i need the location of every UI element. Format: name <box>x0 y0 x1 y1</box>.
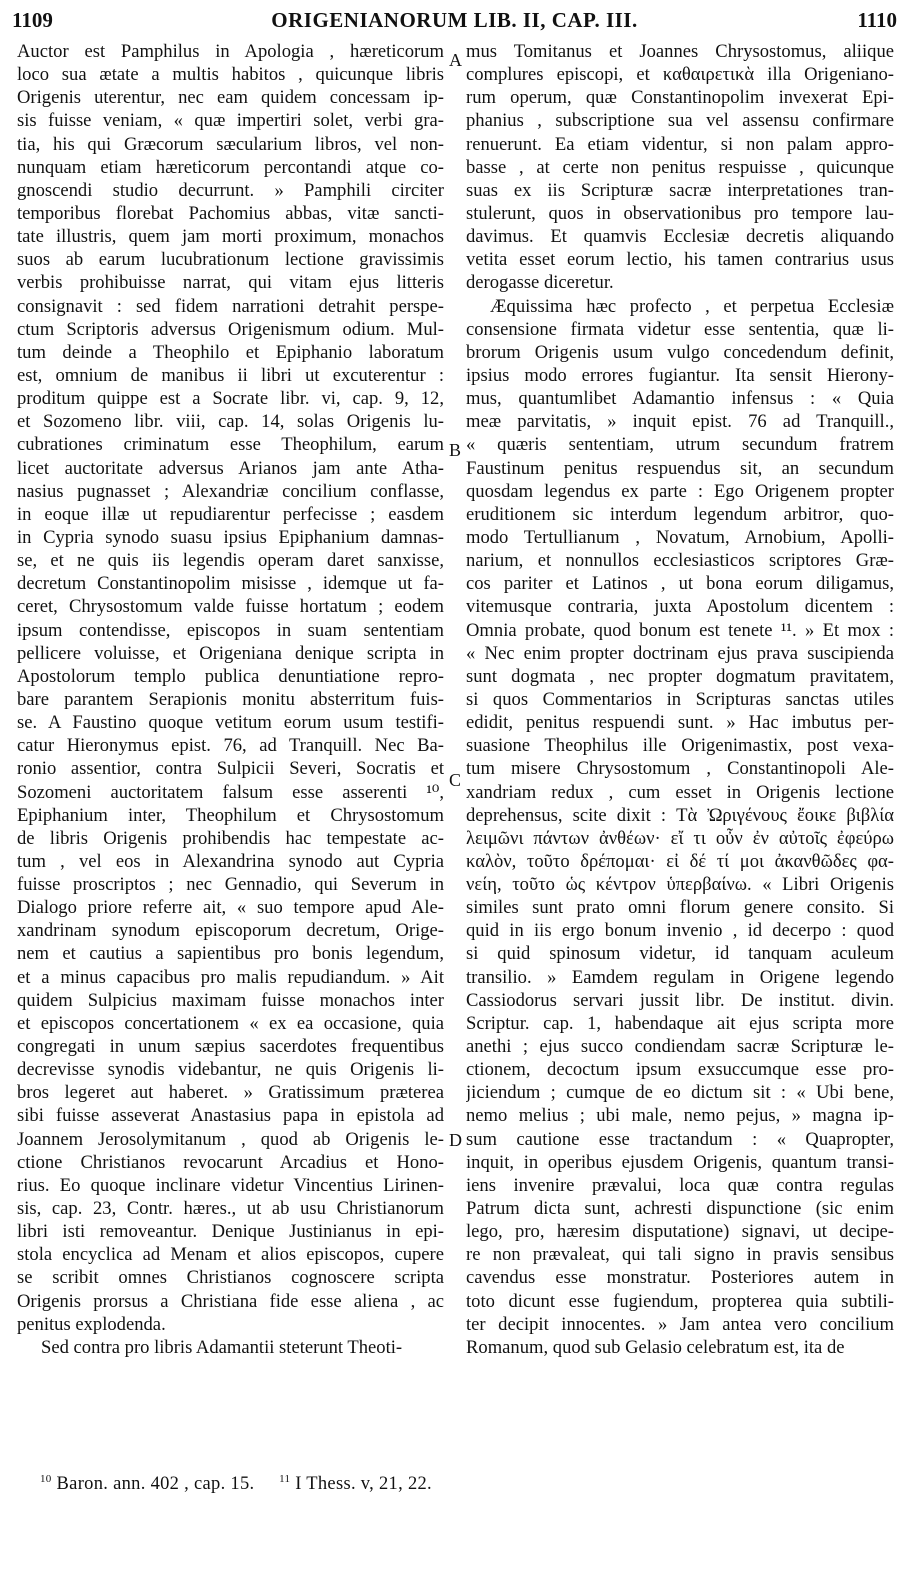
text-line: Æquissima hæc profecto , et perpetua Ecclesiæ <box>490 295 894 317</box>
text-line: iens invenire prævalui, loca quæ contra regulas <box>466 1174 894 1196</box>
text-line: bare parantem Serapionis monitu absterritum fuis- <box>17 688 444 710</box>
text-line: sum cautione esse tractandum : « Quapropter, <box>466 1128 894 1150</box>
text-line: ipsius modo errores fugiantur. Ita sensit Hierony- <box>466 364 894 386</box>
text-line: quidem Sulpicius maximam fuisse monachos inter <box>17 989 444 1011</box>
margin-marker-b: B <box>449 440 462 460</box>
text-line: suasione Theophilus ille Origenimastix, post vexa- <box>466 735 894 757</box>
page-number-left: 1109 <box>12 8 53 32</box>
text-line: tum deinde a Theophilo et Epiphanio laboratum <box>17 341 444 363</box>
text-line: ter decipit innocentes. » Jam antea vero concilium <box>466 1313 894 1335</box>
text-line: in Cypria synodo suasu ipsius Epiphanium damnas- <box>17 526 444 548</box>
text-line: ceret, Chrysostomum valde fuisse hortatum ; eodem <box>17 596 444 618</box>
text-line: penitus explodenda. <box>17 1313 166 1335</box>
text-line: edidit, penitus respuendi sunt. » Hac imbutus per- <box>466 712 894 734</box>
text-line: mus, quantumlibet Adamantio infensus : « Quia <box>466 388 894 410</box>
text-line: Sozomeni auctoritatem falsum esse asserenti ¹⁰, <box>17 781 444 803</box>
text-line: Cassiodorus servari jussit libr. De institut. divin. <box>466 989 894 1011</box>
text-line: suas ex iis Scripturæ sacræ interpretationes tran- <box>466 179 894 201</box>
text-line: stulerunt, quos in observationibus pro tempore lau- <box>466 202 894 224</box>
text-line: suos ab earum lucubrationum lectione gravissimis <box>17 249 444 271</box>
text-line: verbis prohibuisse narrat, qui vitam ejus litteris <box>17 272 444 294</box>
text-line: Apostolorum templo publica denuntiatione repro- <box>17 665 444 687</box>
text-line: consensione firmata videtur esse sententia, quæ li- <box>466 318 894 340</box>
text-line: congregati in unum sæpius sacerdotes frequentibus <box>17 1036 444 1058</box>
text-line: brorum Origenis usum vulgo concedendum definit, <box>466 341 894 363</box>
text-line: gnoscendi studio decurrunt. » Pamphili circiter <box>17 179 444 201</box>
text-line: Origenis prorsus a Christiana fide esse aliena , ac <box>17 1290 444 1312</box>
text-line: libri isti removeantur. Denique Justinianus in epi- <box>17 1221 444 1243</box>
text-line: Faustinum penitus respuendus sit, an secundum <box>466 457 894 479</box>
text-line: νείη, τοῦτο ὡς κέντρον ὑπερβαίνω. « Libri Origenis <box>466 874 894 896</box>
text-line: basse , at certe non penitus respuisse , quicunque <box>466 156 894 178</box>
text-line: nemo melius ; ubi male, nemo pejus, » magna ip- <box>466 1105 894 1127</box>
text-line: se, et ne quis iis legendis operam daret sanxisse, <box>17 550 444 572</box>
text-line: in eoque illæ ut repudiarentur perfecisse ; easdem <box>17 503 444 525</box>
text-line: se. A Faustino quoque vetitum eorum usum testifi- <box>17 712 444 734</box>
text-line: tate illustris, quem jam morti proximum, monachos <box>17 226 444 248</box>
text-line: « quæris sententiam, utrum secundum fratrem <box>466 434 894 456</box>
text-line: toto dicunt esse fugiendum, propterea quia subtili- <box>466 1290 894 1312</box>
text-line: se scribit omnes Christianos cognoscere scripta <box>17 1267 444 1289</box>
text-line: de libris Origenis prohibendis hac tempestate ac- <box>17 827 444 849</box>
margin-marker-a: A <box>449 50 462 70</box>
text-line: renuerunt. Ea etiam videntur, si non palam appro- <box>466 133 894 155</box>
page-number-right: 1110 <box>857 8 897 32</box>
text-line: si quos Commentarios in Scripturas sanctas utiles <box>466 688 894 710</box>
text-line: re non prævaleat, qui tali signo in pravis sensibus <box>466 1244 894 1266</box>
text-line: et a minus capacibus pro malis repudiandum. » Ait <box>17 966 444 988</box>
text-line: Romanum, quod sub Gelasio celebratum est, ita de <box>466 1336 845 1358</box>
text-line: decretum Constantinopolim misisse , idemque ut fa- <box>17 573 444 595</box>
text-line: vitemusque contraria, juxta Apostolum dicentem : <box>466 596 894 618</box>
text-line: catur Hieronymus epist. 76, ad Tranquill. Nec Ba- <box>17 735 444 757</box>
footnotes <box>40 1473 432 1495</box>
footnote-10-text: Baron. ann. 402 , cap. 15. <box>56 1474 255 1494</box>
text-line: ronio assentior, contra Sulpicii Severi, Socratis et <box>17 758 444 780</box>
text-line: rum operum, quæ Constantinopolim invexerat Epi- <box>466 87 894 109</box>
text-line: si quid spinosum videtur, id tanquam aculeum <box>466 943 894 965</box>
footnote-11-mark: 11 <box>279 1473 291 1485</box>
text-line: nasius pugnasset ; Alexandriæ concilium conflasse, <box>17 480 444 502</box>
text-line: jiciendum ; cumque de eo dictum sit : « Ubi bene, <box>466 1082 894 1104</box>
text-line: transilio. » Eamdem regulam in Origene legendo <box>466 966 894 988</box>
text-line: Epiphanium inter, Theophilum et Chrysostomum <box>17 804 444 826</box>
margin-marker-d: D <box>449 1130 462 1150</box>
text-line: sis, cap. 23, Contr. hæres., ut ab usu Christianorum <box>17 1198 444 1220</box>
text-line: est, omnium de manibus ii libri ut excuterentur : <box>17 364 444 386</box>
text-line: meæ parvitatis, » inquit epist. 76 ad Tranquill., <box>466 411 894 433</box>
text-line: eruditionem sic interdum legendum arbitror, quo- <box>466 503 894 525</box>
text-line: Origenis uterentur, nec eam quidem concessam ip- <box>17 87 444 109</box>
text-line: licet auctoritate adversus Arianos jam ante Atha- <box>17 457 444 479</box>
text-line: « Nec enim propter doctrinam ejus prava suscipienda <box>466 642 894 664</box>
running-title: ORIGENIANORUM LIB. II, CAP. III. <box>271 8 638 32</box>
text-line: rius. Eo quoque inclinare videtur Vincentius Lirinen- <box>17 1174 444 1196</box>
text-line: phanius , subscriptione sua vel assensu confirmare <box>466 110 894 132</box>
text-line: decrevisse synodis videbantur, ne quis Origenis li- <box>17 1059 444 1081</box>
text-line: davimus. Et quamvis Ecclesiæ decretis aliquando <box>466 226 894 248</box>
text-line: Omnia probate, quod bonum est tenete ¹¹. » Et mox : <box>466 619 894 641</box>
text-line: quosdam legendus ex parte : Ego Origenem propter <box>466 480 894 502</box>
text-line: fuisse proscriptos ; nec Gennadio, qui Severum in <box>17 874 444 896</box>
footnote-10 <box>40 1474 259 1494</box>
text-line: ctionem, decoctum ipsum exsuccumque esse pro- <box>466 1059 894 1081</box>
left-column <box>17 40 444 1359</box>
text-line: cos pariter et Latinos , ut bona eorum diligamus, <box>466 573 894 595</box>
text-line: anethi ; ejus succo condiendam sacræ Scripturæ le- <box>466 1036 894 1058</box>
text-line: mus Tomitanus et Joannes Chrysostomus, aliique <box>466 41 894 62</box>
text-line: cavendus esse monstratur. Posteriores autem in <box>466 1267 894 1289</box>
footnote-11-text: I Thess. v, 21, 22. <box>295 1474 432 1494</box>
text-line: complures episcopi, et καθαιρετικὰ illa Origeniano- <box>466 64 894 86</box>
text-line: xandriam redux , cum esset in Origenis lectione <box>466 781 894 803</box>
text-line: tum , vel eos in Alexandrina synodo aut Cypria <box>17 850 444 872</box>
text-line: inquit, in operibus ejusdem Origenis, quantum transi- <box>466 1151 894 1173</box>
text-line: tum misere Chrysostomum , Constantinopoli Ale- <box>466 758 894 780</box>
text-line: temporibus florebat Pachomius abbas, vitæ sancti- <box>17 202 444 224</box>
text-line: narium, et nonnullos ecclesiasticos scriptores Græ- <box>466 550 894 572</box>
text-line: proditum quippe est a Socrate libr. vi, cap. 9, 12, <box>17 388 444 410</box>
text-line: λειμῶνι πάντων ἀνθέων· εἴ τι οὖν ἐν αὐτοῖς ἐφεύρω <box>466 827 894 849</box>
text-line: cubrationes criminatum esse Theophilum, earum <box>17 434 444 456</box>
text-line: bros legeret aut haberet. » Gratissimum præterea <box>17 1082 444 1104</box>
text-line: tia, his qui Græcorum sæcularium libros, vel non- <box>17 133 444 155</box>
text-line: modo Tertullianum , Novatum, Arnobium, Apolli- <box>466 526 894 548</box>
text-line: Dialogo priore referre ait, « suo tempore apud Ale- <box>17 897 444 919</box>
footnote-11 <box>279 1474 432 1494</box>
footnote-10-mark: 10 <box>40 1473 52 1485</box>
text-line: ctum Scriptoris adversus Origenismum odium. Mul- <box>17 318 444 340</box>
text-line: sibi fuisse asseverat Anastasius papa in epistola ad <box>17 1105 444 1127</box>
text-line: deprehensus, scite dixit : Τὰ Ὠριγένους ἔοικε βιβλία <box>466 804 894 826</box>
text-line: quid in iis ergo bonum invenio , id decerpo : quod <box>466 920 894 942</box>
text-line: ctione Christianos revocarunt Arcadius et Hono- <box>17 1151 444 1173</box>
running-header <box>12 8 897 38</box>
text-line: similes sunt prato omni florum genere consito. Si <box>466 897 894 919</box>
text-line: ipsum contendisse, episcopos in suam sententiam <box>17 619 444 641</box>
right-column <box>466 40 894 1359</box>
text-line: sis fuisse veniam, « quæ impertiri solet, verbi gra- <box>17 110 444 132</box>
text-line: lego, pro, hæresim disputatione) signavi, ut decipe- <box>466 1221 894 1243</box>
text-line: Patrum dicta sunt, achresti dispunctione (sic enim <box>466 1198 894 1220</box>
text-line: Sed contra pro libris Adamantii steterunt Theoti- <box>41 1336 403 1358</box>
text-line: xandrinam synodum episcoporum decretum, Orige- <box>17 920 444 942</box>
text-line: Auctor est Pamphilus in Apologia , hæreticorum <box>17 41 444 62</box>
text-line: derogasse diceretur. <box>466 272 614 294</box>
text-line: nem et cautius a sapientibus pro bonis legendum, <box>17 943 444 965</box>
margin-marker-c: C <box>449 770 462 790</box>
text-line: et Sozomeno libr. viii, cap. 14, solas Origenis lu- <box>17 411 444 433</box>
text-line: καλὸν, τοῦτο δρέπομαι· εἰ δέ τί μοι ἀκανθῶδες φα- <box>466 850 894 872</box>
text-line: et episcopos concertationem « ex ea occasione, quia <box>17 1012 444 1034</box>
text-line: sunt dogmata , nec propter dogmatum pravitatem, <box>466 665 894 687</box>
text-line: stola encyclica ad Menam et alios episcopos, cupere <box>17 1244 444 1266</box>
text-line: loco sua ætate a multis habitos , quicunque libris <box>17 64 444 86</box>
text-line: nunquam etiam hæreticorum percontandi atque co- <box>17 156 444 178</box>
text-line: pellicere voluisse, et Origeniana denique scripta in <box>17 642 444 664</box>
text-line: Scriptur. cap. 1, habendaque ait ejus scripta more <box>466 1012 894 1034</box>
text-line: consignavit : sed fidem narrationi detrahit perspe- <box>17 295 444 317</box>
text-line: vetita esset eorum lectio, his tamen contrarius usus <box>466 249 894 271</box>
text-line: Joannem Jerosolymitanum , quod ab Origenis le- <box>17 1128 444 1150</box>
